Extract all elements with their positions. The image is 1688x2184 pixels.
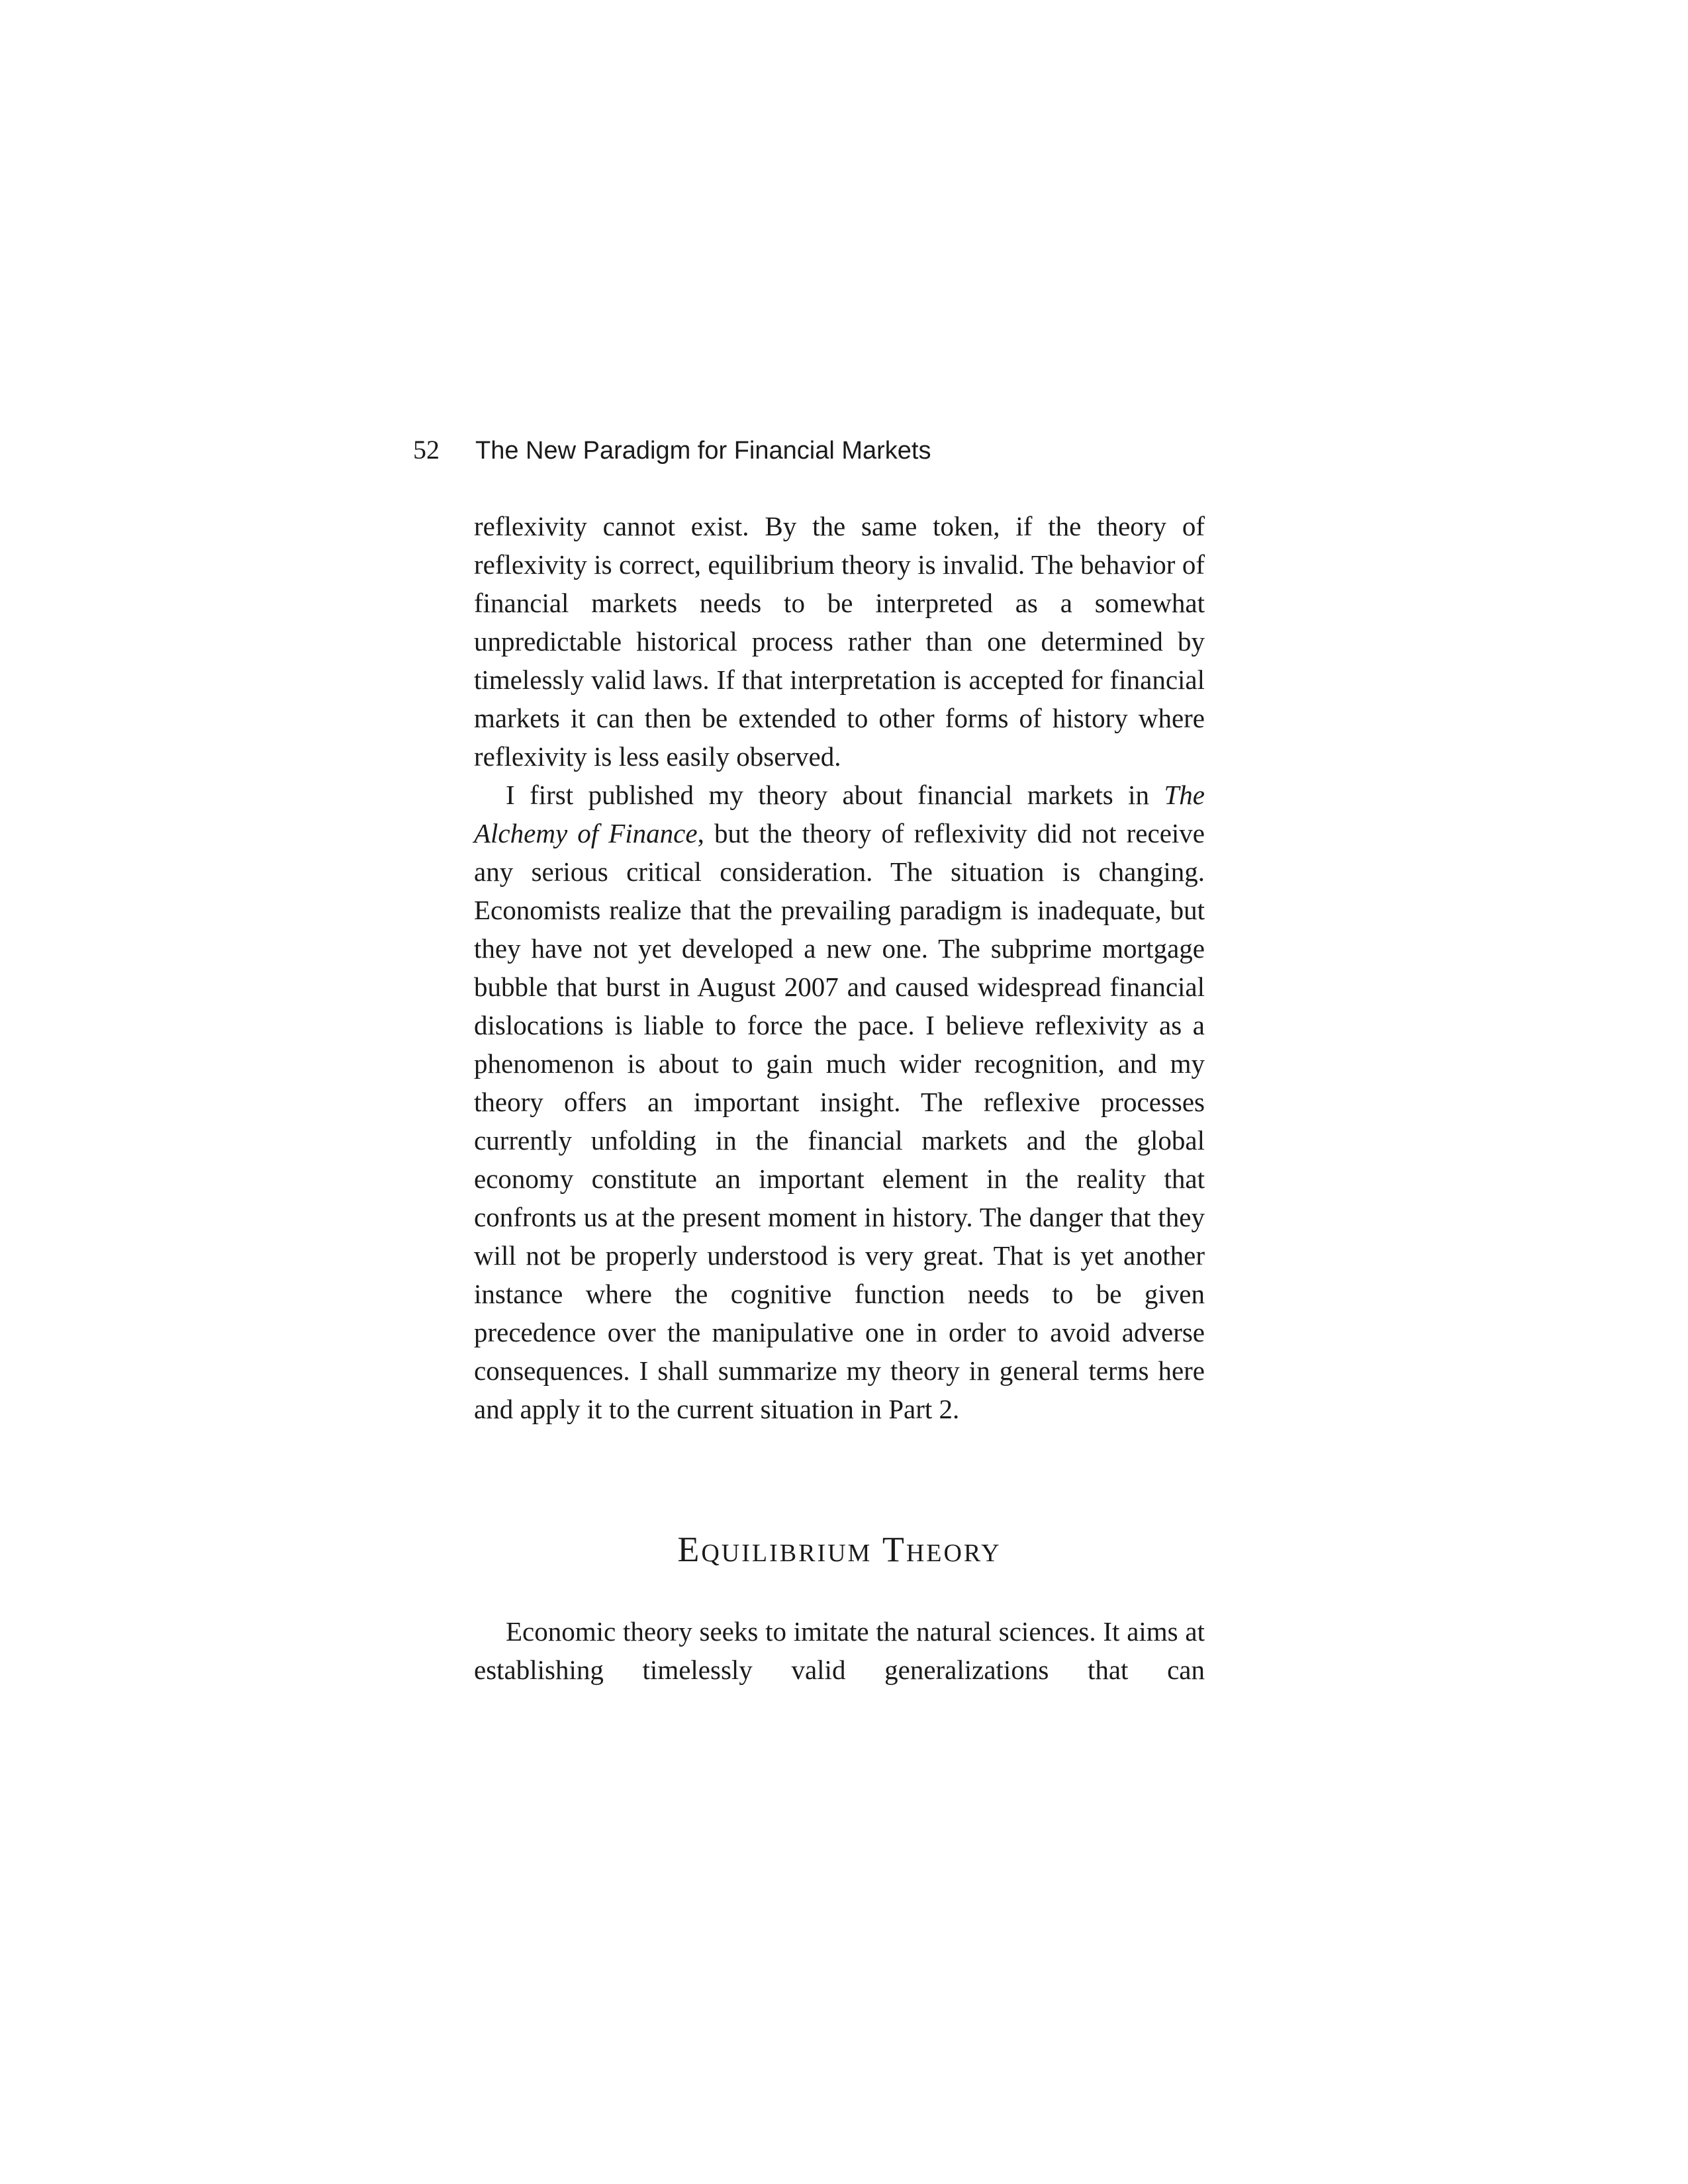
book-title: The New Paradigm for Financial Markets (475, 437, 931, 465)
page-number: 52 (413, 435, 440, 465)
running-head (413, 432, 931, 469)
book-title-italic: The Alchemy of Finance (474, 780, 1205, 848)
paragraph-1: reflexivity cannot exist. By the same token, if the theory of reflexivity is correct, equilibrium theory is invalid. The behavior of financial markets needs to be interpreted as a somewhat unpredictable historical process rather than one determined by timelessly valid laws. If that interpretation is accepted for financial markets it can then be extended to other forms of history where reflexivity is less easily observed. (474, 511, 1205, 772)
section-heading: Equilibrium Theory (677, 1529, 1002, 1569)
section-paragraph-1: Economic theory seeks to imitate the natural sciences. It aims at establishing timelessly valid generalizations that can (474, 1616, 1205, 1685)
paragraph-2-rest: , but the theory of reflexivity did not receive any serious critical consideration. The situation is changing. Economists realize that the prevailing paradigm is inadequate, but they have not yet developed a new one. The subprime mortgage bubble that burst in August 2007 and caused widespread financial dislocations is liable to force the pace. I believe reflexivity as a phenomenon is about to gain much wider recognition, and my theory offers an important insight. The reflexive processes currently unfolding in the financial markets and the global economy constitute an important element in the reality that confronts us at the present moment in history. The danger that they will not be properly understood is very great. That is yet another instance where the cognitive function needs to be given precedence over the manipulative one in order to avoid adverse consequences. I shall summarize my theory in general terms here and apply it to the current situation in Part 2. (474, 818, 1205, 1424)
section-body (474, 1612, 1205, 1689)
body-text (474, 507, 1205, 1428)
paragraph-2-lead: I first published my theory about financial markets in (506, 780, 1164, 810)
paragraph-2 (474, 776, 1205, 1428)
